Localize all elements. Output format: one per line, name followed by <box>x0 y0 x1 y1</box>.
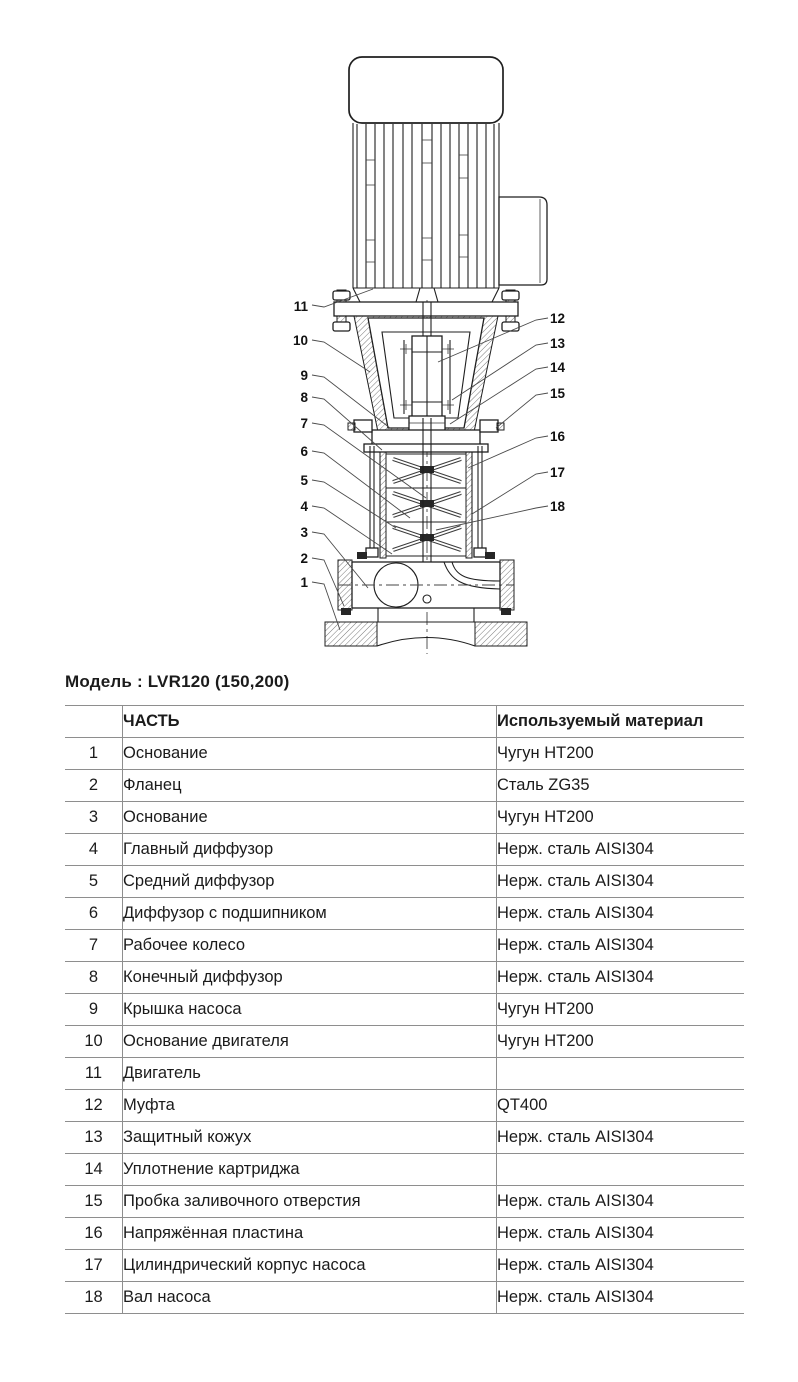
foot-right <box>475 622 527 646</box>
cell-material: Чугун HT200 <box>497 994 745 1026</box>
parts-table-header <box>65 706 744 738</box>
cell-part: Рабочее колесо <box>123 930 497 962</box>
cell-part: Напряжённая пластина <box>123 1218 497 1250</box>
cell-num: 8 <box>65 962 123 994</box>
parts-table <box>65 705 744 1314</box>
cell-num: 14 <box>65 1154 123 1186</box>
table-row <box>65 962 744 994</box>
cell-part: Цилиндрический корпус насоса <box>123 1250 497 1282</box>
cell-material: QT400 <box>497 1090 745 1122</box>
cell-num: 10 <box>65 1026 123 1058</box>
callout-14: 14 <box>550 360 566 375</box>
cell-material: Нерж. сталь AISI304 <box>497 1122 745 1154</box>
cell-num: 2 <box>65 770 123 802</box>
callout-12: 12 <box>550 311 566 326</box>
callout-5: 5 <box>300 473 308 488</box>
callout-16: 16 <box>550 429 566 444</box>
cell-material: Нерж. сталь AISI304 <box>497 962 745 994</box>
table-row <box>65 930 744 962</box>
callout-15: 15 <box>550 386 566 401</box>
cell-part: Пробка заливочного отверстия <box>123 1186 497 1218</box>
cell-material <box>497 1154 745 1186</box>
callout-8: 8 <box>300 390 308 405</box>
model-title: Модель : LVR120 (150,200) <box>65 672 290 691</box>
base <box>325 608 527 646</box>
cell-num: 17 <box>65 1250 123 1282</box>
pump-diagram <box>0 0 798 668</box>
callout-10: 10 <box>292 333 308 348</box>
callout-6: 6 <box>300 444 308 459</box>
callout-13: 13 <box>550 336 566 351</box>
plug-left <box>354 420 372 432</box>
callout-18: 18 <box>550 499 566 514</box>
cell-num: 4 <box>65 834 123 866</box>
cell-part: Крышка насоса <box>123 994 497 1026</box>
callout-2: 2 <box>300 551 308 566</box>
cell-num: 6 <box>65 898 123 930</box>
table-row <box>65 1026 744 1058</box>
table-row <box>65 898 744 930</box>
seal-cartridge <box>409 416 445 431</box>
table-row <box>65 1218 744 1250</box>
cell-material: Нерж. сталь AISI304 <box>497 1282 745 1314</box>
cell-material: Нерж. сталь AISI304 <box>497 1186 745 1218</box>
cell-material: Нерж. сталь AISI304 <box>497 1218 745 1250</box>
pump-head <box>348 416 504 452</box>
cell-part: Главный диффузор <box>123 834 497 866</box>
foot-left <box>325 622 377 646</box>
table-row <box>65 738 744 770</box>
callout-11: 11 <box>293 299 308 314</box>
table-row <box>65 834 744 866</box>
cell-material: Нерж. сталь AISI304 <box>497 898 745 930</box>
cell-num: 5 <box>65 866 123 898</box>
header-row <box>65 706 744 738</box>
cell-num: 15 <box>65 1186 123 1218</box>
cell-part: Конечный диффузор <box>123 962 497 994</box>
table-row <box>65 1282 744 1314</box>
motor-fins <box>357 124 494 288</box>
motor <box>349 57 547 302</box>
table-row <box>65 1186 744 1218</box>
header-part: ЧАСТЬ <box>123 706 497 738</box>
cell-part: Средний диффузор <box>123 866 497 898</box>
cell-material: Нерж. сталь AISI304 <box>497 1250 745 1282</box>
cell-material: Нерж. сталь AISI304 <box>497 930 745 962</box>
parts-table-body <box>65 738 744 1314</box>
table-row <box>65 1090 744 1122</box>
cell-part: Фланец <box>123 770 497 802</box>
cell-part: Основание двигателя <box>123 1026 497 1058</box>
impellers <box>393 459 461 550</box>
cell-num: 16 <box>65 1218 123 1250</box>
cell-material: Чугун HT200 <box>497 738 745 770</box>
cell-num: 9 <box>65 994 123 1026</box>
motor-skirt <box>353 288 499 302</box>
callout-3: 3 <box>300 525 308 540</box>
callout-9: 9 <box>300 368 308 383</box>
bolt <box>502 291 519 300</box>
tie-rods <box>370 446 482 548</box>
table-row <box>65 1122 744 1154</box>
callout-7: 7 <box>300 416 308 431</box>
callout-4: 4 <box>300 499 308 514</box>
fill-plug <box>480 420 498 432</box>
cell-part: Основание <box>123 738 497 770</box>
cell-material: Нерж. сталь AISI304 <box>497 834 745 866</box>
bolt <box>502 322 519 331</box>
cell-part: Двигатель <box>123 1058 497 1090</box>
cell-part: Уплотнение картриджа <box>123 1154 497 1186</box>
sleeve-wall <box>380 452 386 558</box>
cell-num: 13 <box>65 1122 123 1154</box>
cell-num: 11 <box>65 1058 123 1090</box>
table-row <box>65 802 744 834</box>
cell-num: 1 <box>65 738 123 770</box>
cell-part: Защитный кожух <box>123 1122 497 1154</box>
cell-part: Муфта <box>123 1090 497 1122</box>
callout-17: 17 <box>550 465 566 480</box>
cell-num: 12 <box>65 1090 123 1122</box>
table-row <box>65 866 744 898</box>
callout-1: 1 <box>300 575 308 590</box>
cell-part: Основание <box>123 802 497 834</box>
cell-part: Вал насоса <box>123 1282 497 1314</box>
cell-material: Чугун HT200 <box>497 802 745 834</box>
header-material: Используемый материал <box>497 706 745 738</box>
cell-num: 18 <box>65 1282 123 1314</box>
cell-part: Диффузор с подшипником <box>123 898 497 930</box>
bolt <box>333 322 350 331</box>
table-row <box>65 1250 744 1282</box>
cell-material: Сталь ZG35 <box>497 770 745 802</box>
table-row <box>65 1154 744 1186</box>
table-row <box>65 1058 744 1090</box>
table-row <box>65 770 744 802</box>
cell-material: Чугун HT200 <box>497 1026 745 1058</box>
cell-num: 3 <box>65 802 123 834</box>
cell-material <box>497 1058 745 1090</box>
cell-num: 7 <box>65 930 123 962</box>
motor-cap <box>349 57 503 123</box>
leader-line <box>436 506 548 530</box>
header-num <box>65 706 123 738</box>
table-row <box>65 994 744 1026</box>
cell-material: Нерж. сталь AISI304 <box>497 866 745 898</box>
